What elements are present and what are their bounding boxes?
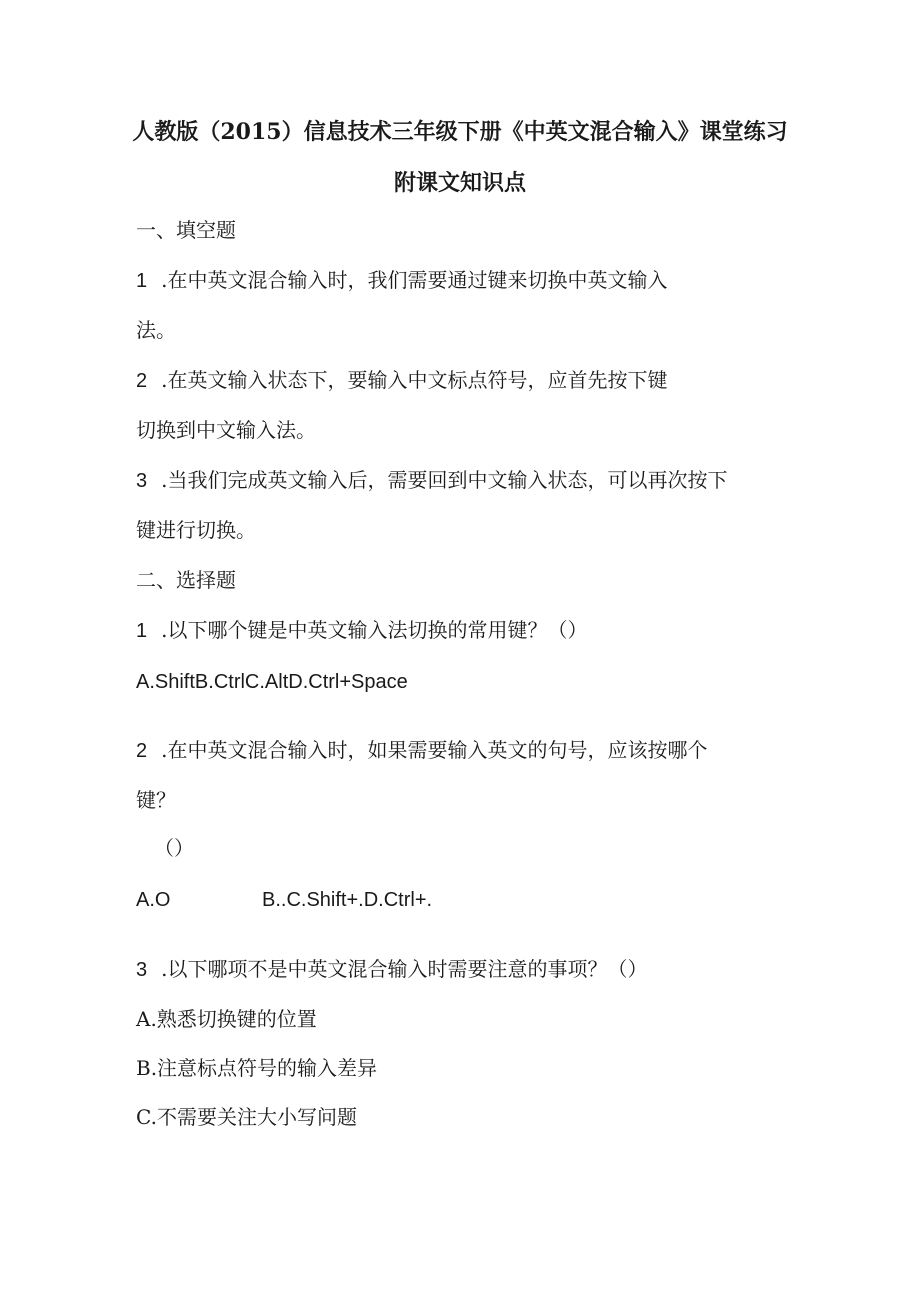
- question-text: .以下哪项不是中英文混合输入时需要注意的事项？（）: [161, 957, 648, 981]
- question-number: 3: [136, 470, 148, 492]
- fill-question-3-continuation: 键进行切换。: [136, 518, 256, 542]
- choice-question-1: [136, 616, 587, 645]
- question-text: .当我们完成英文输入后，需要回到中文输入状态，可以再次按下: [161, 468, 728, 492]
- fill-question-2-continuation: 切换到中文输入法。: [136, 418, 316, 442]
- choice-question-3: [136, 955, 647, 984]
- choice-question-2: [136, 736, 707, 765]
- choice-question-2-option-a: A.O: [136, 889, 171, 911]
- section-heading-choice: 二、选择题: [136, 568, 236, 592]
- fill-question-3: [136, 466, 727, 495]
- question-number: 3: [136, 959, 148, 981]
- question-text: .在中英文混合输入时，如果需要输入英文的句号，应该按哪个: [161, 738, 708, 762]
- choice-question-2-answer-paren: （）: [154, 836, 194, 860]
- choice-question-3-option-b: B.注意标点符号的输入差异: [136, 1056, 378, 1080]
- choice-question-2-options-bcd: B..C.Shift+.D.Ctrl+.: [262, 889, 433, 911]
- question-text: .在中英文混合输入时，我们需要通过键来切换中英文输入: [161, 268, 668, 292]
- choice-question-3-option-c: C.不需要关注大小写问题: [136, 1105, 357, 1129]
- section-heading-fill-blank: 一、填空题: [136, 218, 236, 242]
- choice-question-2-continuation: 键？: [136, 788, 176, 812]
- fill-question-1: [136, 266, 667, 295]
- choice-question-3-option-a: A.熟悉切换键的位置: [136, 1007, 317, 1031]
- doc-title-line2: 附课文知识点: [393, 170, 526, 196]
- question-number: 1: [136, 620, 148, 642]
- doc-title-line1: 人教版（2015）信息技术三年级下册《中英文混合输入》课堂练习: [132, 119, 788, 145]
- question-number: 2: [136, 370, 148, 392]
- fill-question-1-continuation: 法。: [136, 318, 176, 342]
- choice-question-1-options: A.ShiftB.CtrlC.AltD.Ctrl+Space: [136, 671, 408, 693]
- question-number: 1: [136, 270, 148, 292]
- question-number: 2: [136, 740, 148, 762]
- fill-question-2: [136, 366, 667, 395]
- question-text: .以下哪个键是中英文输入法切换的常用键？（）: [161, 618, 588, 642]
- question-text: .在英文输入状态下，要输入中文标点符号，应首先按下键: [161, 368, 668, 392]
